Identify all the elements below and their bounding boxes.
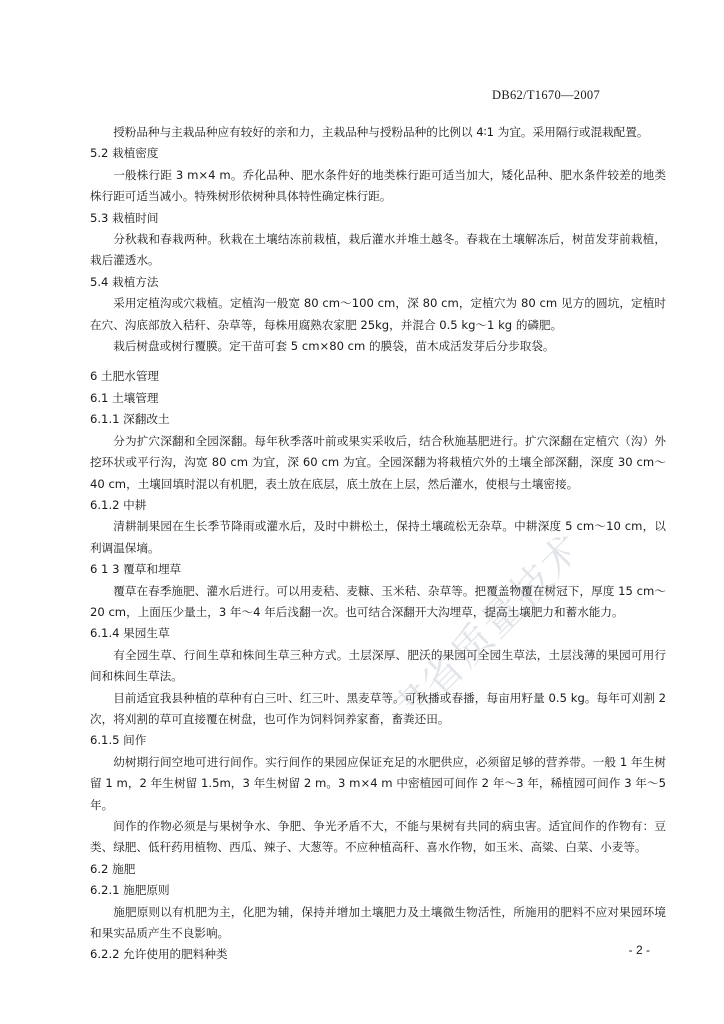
paragraph: 幼树期行间空地可进行间作。实行间作的果园应保证充足的水肥供应，必须留足够的营养带。一般 1 年生树留 1 m，2 年生树留 1.5m，3 年生树留 2 m。3 m×4 m 中密植园可间作 2 年～3 年，稀植园可间作 3 年～5 年。 <box>90 754 666 812</box>
section-heading: 5.2 栽植密度 <box>90 146 159 161</box>
section-heading: 5.3 栽植时间 <box>90 210 159 225</box>
section-heading: 6 土肥水管理 <box>90 369 160 384</box>
paragraph: 一般株行距 3 m×4 m。乔化品种、肥水条件好的地类株行距可适当加大，矮化品种、肥水条件较差的地类株行距可适当减小。特殊树形依树种具体特性确定株行距。 <box>90 167 666 204</box>
paragraph: 覆草在春季施肥、灌水后进行。可以用麦秸、麦糠、玉米秸、杂草等。把覆盖物覆在树冠下，厚度 15 cm～20 cm，上面压少量土，3 年～4 年后浅翻一次。也可结合深翻开大沟埋草，提高土壤肥力和蓄水能力。 <box>90 583 666 619</box>
section-heading: 6.1.5 间作 <box>90 733 147 748</box>
paragraph: 有全园生草、行间生草和株间生草三种方式。土层深厚、肥沃的果园可全园生草法，土层浅薄的果园可用行间和株间生草法。 <box>90 647 666 684</box>
standard-code: DB62/T1670—2007 <box>492 88 600 102</box>
paragraph: 栽后树盘或树行覆膜。定干苗可套 5 cm×80 cm 的膜袋，苗木成活发芽后分步取袋。 <box>113 339 555 354</box>
document-body <box>90 122 666 966</box>
section-gap <box>90 357 666 366</box>
paragraph: 清耕制果园在生长季节降雨或灌水后，及时中耕松土，保持土壤疏松无杂草。中耕深度 5 cm～10 cm，以利调温保墒。 <box>90 519 666 555</box>
paragraph: 分为扩穴深翻和全园深翻。每年秋季落叶前或果实采收后，结合秋施基肥进行。扩穴深翻在定植穴（沟）外挖环状或平行沟，沟宽 80 cm 为宜，深 60 cm 为宜。全园深翻为将栽植穴外的土壤全部深翻，深度 30 cm～40 cm，土壤回填时混以有机肥，表土放在底层，底土放在上层，然后灌水，使根与土壤密接。 <box>90 433 666 491</box>
paragraph: 施肥原则以有机肥为主，化肥为辅，保持并增加土壤肥力及土壤微生物活性，所施用的肥料不应对果园环境和果实品质产生不良影响。 <box>90 904 666 941</box>
section-heading: 6 1 3 覆草和埋草 <box>90 562 182 577</box>
paragraph: 授粉品种与主栽品种应有较好的亲和力，主栽品种与授粉品种的比例以 4∶1 为宜。采用隔行或混栽配置。 <box>113 125 649 139</box>
paragraph: 间作的作物必须是与果树争水、争肥、争光矛盾不大，不能与果树有共同的病虫害。适宜间作的作物有：豆类、绿肥、低秆药用植物、西瓜、辣子、大葱等。不应种植高秆、喜水作物，如玉米、高粱、白菜、小麦等。 <box>90 819 666 855</box>
section-heading: 6.2.2 允许使用的肥料种类 <box>90 947 228 962</box>
section-heading: 6.2 施肥 <box>90 861 136 876</box>
section-heading: 6.2.1 施肥原则 <box>90 883 170 898</box>
section-heading: 6.1.4 果园生草 <box>90 626 170 641</box>
paragraph: 分秋栽和春栽两种。秋栽在土壤结冻前栽植，栽后灌水并堆土越冬。春栽在土壤解冻后，树苗发芽前栽植，栽后灌透水。 <box>90 232 666 268</box>
section-heading: 6.1 土壤管理 <box>90 390 159 405</box>
paragraph: 采用定植沟或穴栽植。定植沟一般宽 80 cm～100 cm，深 80 cm，定植穴为 80 cm 见方的圆坑，定植时在穴、沟底部放入秸秆、杂草等，每株用腐熟农家肥 25kg，并混合 0.5 kg～1 kg 的磷肥。 <box>90 296 666 332</box>
section-heading: 6.1.1 深翻改土 <box>90 412 170 427</box>
section-heading: 5.4 栽植方法 <box>90 274 159 289</box>
page-number: - 2 - <box>628 943 650 957</box>
section-heading: 6.1.2 中耕 <box>90 497 147 512</box>
watermark-text: 甘肃省质量技术监督局 <box>353 435 570 705</box>
paragraph: 目前适宜我县种植的草种有白三叶、红三叶、黑麦草等。可秋播或春播，每亩用籽量 0.5 kg。每年可刈割 2 次，将刈割的草可直接覆在树盘，也可作为饲料饲养家畜，畜粪还田。 <box>90 690 666 726</box>
